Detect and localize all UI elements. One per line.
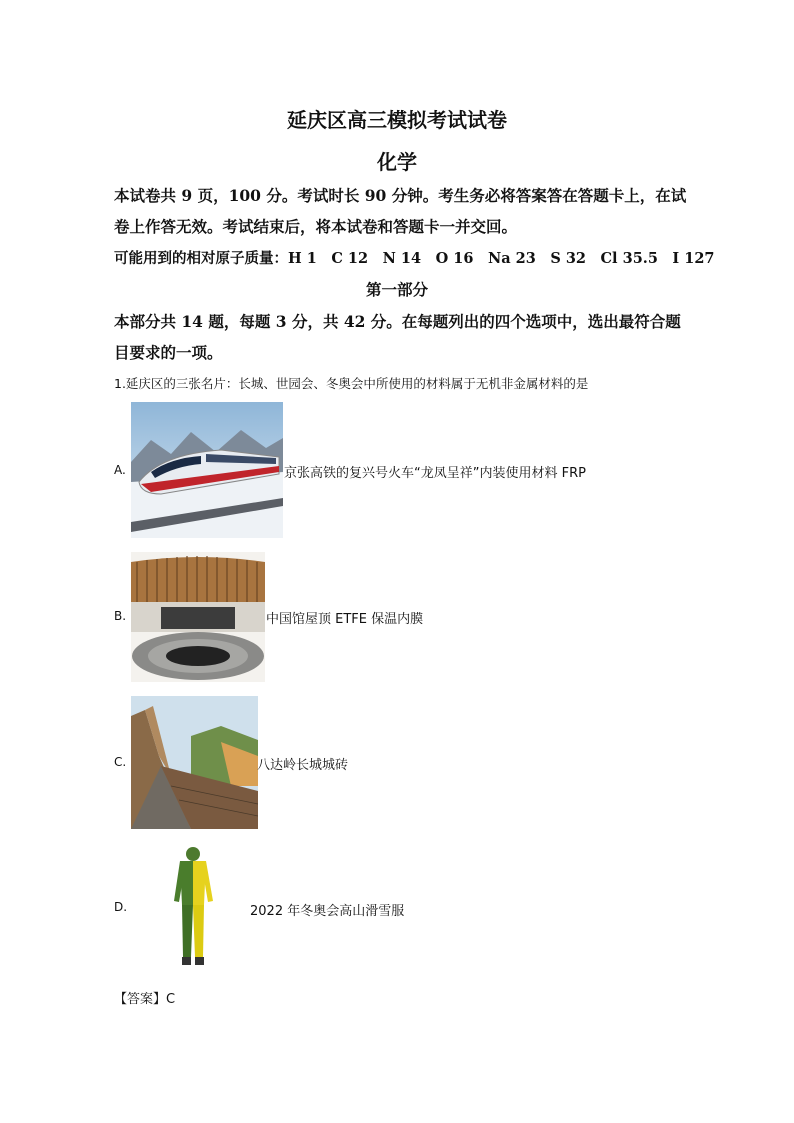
china-pavilion-roof-image: [131, 552, 265, 682]
high-speed-train-image: [131, 402, 283, 538]
part-heading: 第一部分: [365, 280, 428, 299]
subject-title: 化学: [377, 150, 417, 174]
option-a-letter: A.: [114, 463, 126, 477]
option-b-letter: B.: [114, 609, 127, 623]
option-b-text: 中国馆屋顶 ETFE 保温内膜: [266, 612, 424, 627]
option-c-text: 八达岭长城城砖: [257, 758, 349, 773]
ski-suit-image: [170, 845, 216, 969]
part-instructions-2: 目要求的一项。: [114, 343, 223, 362]
answer-line: [114, 988, 175, 1007]
intro-line-1: 本试卷共 9 页，100 分。考试时长 90 分钟。考生务必将答案答在答题卡上，在试: [114, 186, 687, 205]
intro-line-2: 卷上作答无效。考试结束后，将本试卷和答题卡一并交回。: [114, 217, 518, 236]
option-d-letter: D.: [114, 900, 128, 914]
part-instructions-1: 本部分共 14 题，每题 3 分，共 42 分。在每题列出的四个选项中，选出最符合题: [114, 312, 681, 331]
option-a-text: 京张高铁的复兴号火车“龙凤呈祥”内装使用材料 FRP: [284, 466, 586, 481]
option-c-letter: C.: [114, 755, 127, 769]
question-stem: 1.延庆区的三张名片：长城、世园会、冬奥会中所使用的材料属于无机非金属材料的是: [114, 376, 589, 391]
page-title: 延庆区高三模拟考试试卷: [287, 108, 507, 132]
answer-label: 【答案】: [114, 992, 167, 1007]
option-d-text: 2022 年冬奥会高山滑雪服: [250, 904, 405, 919]
great-wall-image: [131, 696, 258, 829]
answer-value: C: [166, 992, 176, 1007]
atomic-masses: 可能用到的相对原子质量：H 1 C 12 N 14 O 16 Na 23 S 32 Cl 35.5 I 127: [114, 250, 715, 267]
